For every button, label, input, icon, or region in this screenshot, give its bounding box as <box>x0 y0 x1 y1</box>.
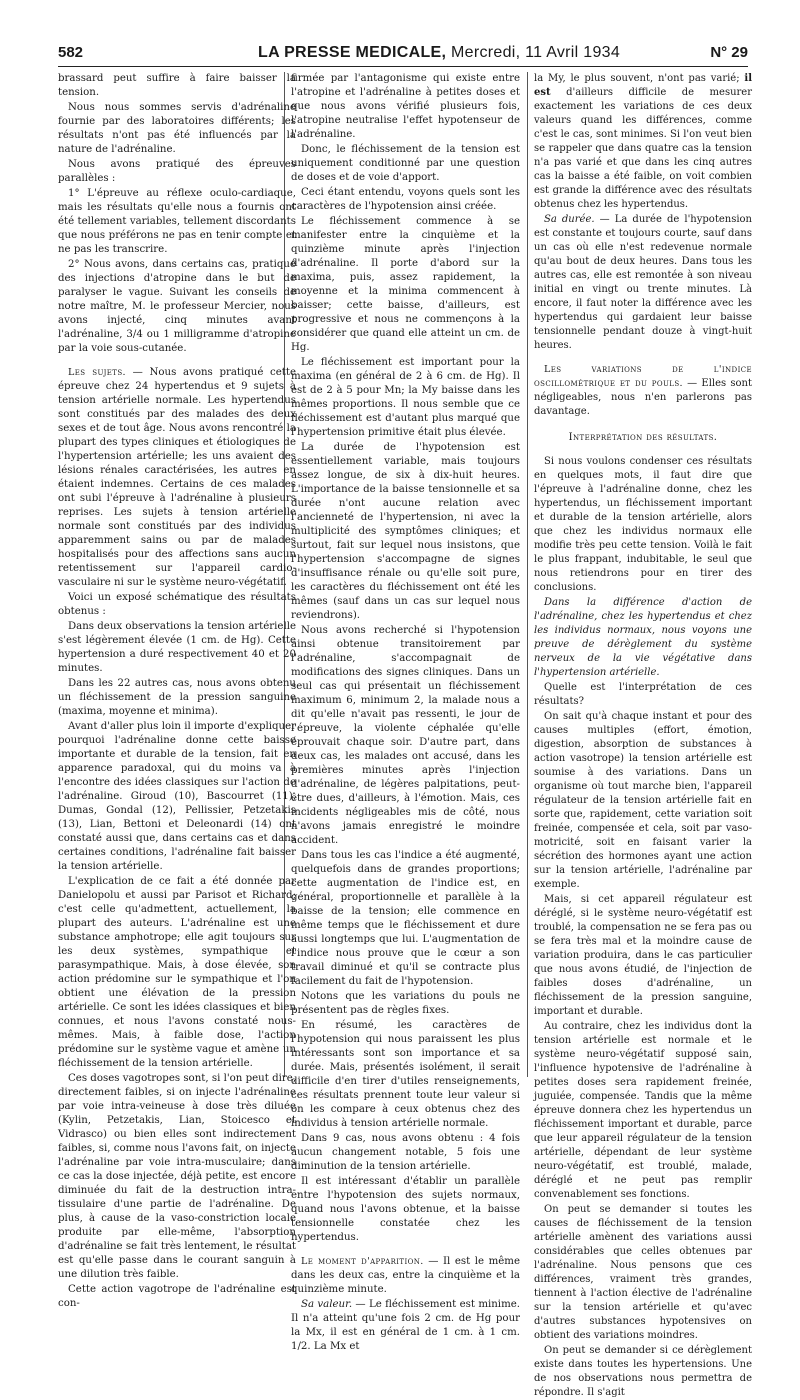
paragraph: Si nous voulons condenser ces résultats en quelques mots, il faut dire que l'épreuve à l'adrénaline donne, chez les hypertendus, un fléchissement important et durable de la tension artérielle, alors que chez les individus normaux elle modifie très peu cette tension. Voilà le fait le plus frappant, indubitable, le seul que nous retiendrons pour en tirer des conclusions. <box>534 456 752 593</box>
paragraph <box>291 1298 520 1354</box>
page-header <box>58 44 748 68</box>
paragraph-text: — Elles sont négligeables, nous n'en parlerons pas davantage. <box>534 378 752 417</box>
journal-title: LA PRESSE MEDICALE, <box>258 44 447 61</box>
subheading: Sa durée. <box>544 214 595 225</box>
paragraph-text: — La durée de l'hypotension est constante et toujours courte, sauf dans un cas où elle n'est redevenue normale qu'au bout de deux heures. Dans tous les autres cas, elle est remontée à son niveau initial en vingt ou trente minutes. Là encore, il faut noter la différence avec les hypertendus qui gardaient leur baisse tensionnelle pendant douze à vingt-huit heures. <box>534 214 752 351</box>
paragraph: Le fléchissement est important pour la maxima (en général de 2 à 6 cm. de Hg). Il est de 2 à 5 pour Mn; la My baisse dans les mêmes proportions. Il nous semble que ce fléchissement est d'autant plus marqué que l'hypertension primitive était plus élevée. <box>291 357 520 438</box>
column-1 <box>58 72 296 1309</box>
page-number: 582 <box>58 44 84 61</box>
issue-number: N° 29 <box>710 44 748 61</box>
paragraph: Notons que les variations du pouls ne présentent pas de règles fixes. <box>291 991 520 1016</box>
section-heading: Le moment d'apparition. <box>301 1256 424 1267</box>
paragraph: firmée par l'antagonisme qui existe entre l'atropine et l'adrénaline à petites doses et que nous avons vérifié plusieurs fois, l'atropine neutralise l'effet hypotenseur de l'adrénaline. <box>291 73 520 140</box>
paragraph: Le fléchissement commence à se manifester entre la cinquième et la quinzième minute après l'injection d'adrénaline. Il porte d'abord sur la maxima, puis, assez rapidement, la moyenne et la minima commencent à baisser; cette baisse, d'ailleurs, est progressive et nous ne commençons à la considérer que quand elle atteint un cm. de Hg. <box>291 216 520 353</box>
paragraph-text: la My, le plus souvent, n'ont pas varié; <box>534 73 745 84</box>
paragraph: Ceci étant entendu, voyons quels sont les caractères de l'hypotension ainsi créée. <box>291 187 520 212</box>
paragraph: L'explication de ce fait a été donnée par Danielopolu et aussi par Parisot et Richard; c'est celle qu'admettent, actuellement, la plupart des auteurs. L'adrénaline est une substance amphotrope; elle agit toujours sur les deux systèmes, sympathique et parasympathique. Mais, à dose élevée, son action prédomine sur le sympathique et l'on obtient une élévation de la pression artérielle. Ce sont les idées classiques et bien connues, et nous l'avons constaté nous-mêmes. Mais, à faible dose, l'action prédomine sur le système vague et amène un fléchissement de la tension artérielle. <box>58 876 296 1069</box>
paragraph: Dans la différence d'action de l'adrénaline, chez les hypertendus et chez les individus normaux, nous voyons une preuve de dérèglement du système nerveux de la vie végétative dans l'hypertension artérielle. <box>534 597 752 678</box>
column-2 <box>291 72 520 1352</box>
paragraph: Dans deux observations la tension artérielle s'est légèrement élevée (1 cm. de Hg). Cette hypertension a duré respectivement 40 et 20 minutes. <box>58 621 296 674</box>
paragraph: Voici un exposé schématique des résultats obtenus : <box>58 592 296 617</box>
paragraph: On sait qu'à chaque instant et pour des causes multiples (effort, émotion, digestion, absorption de substances à action vasotrope) la tension artérielle est soumise à des variations. Dans un organisme où tout marche bien, l'appareil régulateur de la tension artérielle fait en sorte que, rapidement, cette variation soit freinée, compensée et cela, soit par vaso-motricité, soit en faisant varier la sécrétion des hormones ayant une action sur la tension artérielle, l'adrénaline par exemple. <box>534 711 752 890</box>
column-divider <box>527 72 528 1077</box>
header-rule <box>58 66 748 67</box>
paragraph: Dans 9 cas, nous avons obtenu : 4 fois aucun changement notable, 5 fois une diminution de la tension artérielle. <box>291 1133 520 1172</box>
paragraph: La durée de l'hypotension est essentiellement variable, mais toujours assez longue, de six à dix-huit heures. L'importance de la baisse tensionnelle et sa durée n'ont aucune relation avec l'ancienneté de l'hypertension, ni avec la multiplicité des symptômes cliniques; et surtout, fait sur lequel nous insistons, que l'hypertension s'accompagne de signes d'insuffisance rénale ou qu'elle soit pure, les caractères du fléchissement ont été les mêmes (sauf dans un cas sur lequel nous reviendrons). <box>291 442 520 621</box>
subheading: Sa valeur. <box>301 1299 353 1310</box>
paragraph: On peut se demander si ce dérèglement existe dans toutes les hypertensions. Une de nos observations nous permettra de répondre. Il s'agit <box>534 1345 752 1398</box>
paragraph: Dans les 22 autres cas, nous avons obtenu un fléchissement de la pression sanguine (maxima, moyenne et minima). <box>58 678 296 717</box>
paragraph-text: — Le fléchissement est minime. Il n'a atteint qu'une fois 2 cm. de Hg pour la Mx, il est en général de 1 cm. à 1 cm. 1/2. La Mx et <box>291 1299 520 1352</box>
paragraph-text: — Il est le même dans les deux cas, entre la cinquième et la quinzième minute. <box>291 1256 520 1295</box>
paragraph-text: — Nous avons pratiqué cette épreuve chez 24 hypertendus et 9 sujets à tension artérielle normale. Les hypertendus sont constitués par des malades des deux sexes et de tout âge. Nous avons rencontré la plupart des types cliniques et étiologiques de l'hypertension artérielle; les uns avaient des lésions rénales caractérisées, les autres en étaient indemnes. Certains de ces malades ont subi l'épreuve à l'adrénaline à plusieurs reprises. Les sujets à tension artérielle normale sont constitués par des individus apparemment sains ou par de malades hospitalisés pour des affections sans aucun retentissement sur l'appareil cardio-vasculaire ni sur le système neuro-végétatif. <box>58 367 296 588</box>
paragraph <box>534 363 752 419</box>
section-title: Interprétation des résultats. <box>568 432 718 443</box>
column-3 <box>534 72 752 1398</box>
paragraph: On peut se demander si toutes les causes de fléchissement de la tension artérielle amènent des variations aussi considérables que celles obtenues par l'adrénaline. Nous pensons que ces différences, vraiment très grandes, tiennent à l'action élective de l'adrénaline sur la tension artérielle et qu'avec d'autres substances hypotensives on obtient des variations moindres. <box>534 1204 752 1341</box>
paragraph: Il est intéressant d'établir un parallèle entre l'hypotension des sujets normaux, quand nous l'avons obtenue, et la baisse tensionnelle constatée chez les hypertendus. <box>291 1176 520 1243</box>
section-heading: Les variations de l'indice oscillométrique et du pouls. <box>534 364 752 389</box>
paragraph: Donc, le fléchissement de la tension est uniquement conditionné par une question de doses et de voie d'apport. <box>291 144 520 183</box>
paragraph: Mais, si cet appareil régulateur est déréglé, si le système neuro-végétatif est troublé, la compensation ne se fera pas ou se fera très mal et la moindre cause de variation produira, dans le cas particulier que nous avons étudié, de l'injection de faibles doses d'adrénaline, un fléchissement de la pression sanguine, important et durable. <box>534 894 752 1017</box>
paragraph: 2° Nous avons, dans certains cas, pratiqué des injections d'atropine dans le but de paralyser le vague. Suivant les conseils de notre maître, M. le professeur Mercier, nous avons injecté, cinq minutes avant l'adrénaline, 3/4 ou 1 milligramme d'atropine par la voie sous-cutanée. <box>58 259 296 354</box>
paragraph: Quelle est l'interprétation de ces résultats? <box>534 682 752 707</box>
paragraph <box>534 213 752 353</box>
paragraph: Avant d'aller plus loin il importe d'expliquer pourquoi l'adrénaline donne cette baisse importante et durable de la tension, fait en apparence paradoxal, qui du moins va à l'encontre des idées classiques sur l'action de l'adrénaline. Giroud (10), Bascourret (11), Dumas, Gondal (12), Pellissier, Petzetakis (13), Lian, Bettoni et Deleonardi (14) ont constaté aussi que, dans certains cas et dans certaines conditions, l'adrénaline fait baisser la tension artérielle. <box>58 721 296 872</box>
paragraph <box>291 1255 520 1297</box>
paragraph: Nous nous sommes servis d'adrénaline fournie par des laboratoires différents; les résultats n'ont pas été influencés par la nature de l'adrénaline. <box>58 102 296 155</box>
section-heading: Les sujets. <box>68 367 126 378</box>
issue-date: Mercredi, 11 Avril 1934 <box>451 44 621 61</box>
paragraph <box>534 72 752 212</box>
paragraph: Cette action vagotrope de l'adrénaline est con- <box>58 1284 296 1309</box>
journal-header <box>258 44 620 62</box>
paragraph: Dans tous les cas l'indice a été augmenté, quelquefois dans de grandes proportions; cette augmentation de l'indice est, en général, proportionnelle et parallèle à la baisse de la tension; elle commence en même temps que le fléchissement et dure aussi longtemps que lui. L'augmentation de l'indice nous prouve que le cœur a son travail diminué et qu'il se contracte plus facilement du fait de l'hypotension. <box>291 850 520 987</box>
paragraph-text: d'ailleurs difficile de mesurer exactement les variations de ces deux valeurs quand les différences, comme c'est le cas, sont minimes. Si l'on veut bien se rappeler que dans quatre cas la tension n'a pas varié et que dans les cinq autres cas la baisse a été faible, on voit combien est grande la différence avec des résultats obtenus chez les hypertendus. <box>534 87 752 210</box>
paragraph: Ces doses vagotropes sont, si l'on peut dire, directement faibles, si on injecte l'adrénaline par voie intra-veineuse à dose très diluée (Kylin, Petzetakis, Lian, Stoicesco et Vidrasco) ou bien elles sont indirectement faibles, si, comme nous l'avons fait, on injecte l'adrénaline par voie intra-musculaire; dans ce cas la dose injectée, déjà petite, est encore diminuée du fait de la destruction intra-tissulaire d'une partie de l'adrénaline. De plus, à cause de la vaso-constriction locale produite par elle-même, l'absorption d'adrénaline se fait très lentement, le résultat est qu'elle passe dans le courant sanguin à une dilution très faible. <box>58 1073 296 1280</box>
paragraph: En résumé, les caractères de l'hypotension qui nous paraissent les plus intéressants sont son importance et sa durée. Mais, présentés isolément, il serait difficile d'en tirer d'utiles renseignements, ces résultats prennent toute leur valeur si on les compare à ceux obtenus chez des individus à tension artérielle normale. <box>291 1020 520 1129</box>
paragraph: brassard peut suffire à faire baisser la tension. <box>58 73 296 98</box>
paragraph: Au contraire, chez les individus dont la tension artérielle est normale et le système neuro-végétatif supposé sain, l'influence hypotensive de l'adrénaline à petites doses sera rapidement freinée, juguiée, compensée. Tandis que la même épreuve donnera chez les hypertendus un fléchissement important et durable, parce que leur appareil régulateur de la tension artérielle, dépendant de leur système neuro-végétatif, est troublé, malade, déréglé et ne peut pas remplir convenablement ses fonctions. <box>534 1021 752 1200</box>
paragraph: Nous avons pratiqué des épreuves parallèles : <box>58 159 296 184</box>
paragraph <box>58 366 296 590</box>
paragraph: 1° L'épreuve au réflexe oculo-cardiaque, mais les résultats qu'elle nous a fournis ont été tellement variables, tellement discordants que nous préférons ne pas en tenir compte et ne pas les transcrire. <box>58 188 296 255</box>
paragraph: Nous avons recherché si l'hypotension ainsi obtenue transitoirement par l'adrénaline, s'accompagnait de modifications des signes cliniques. Dans un seul cas qui présentait un fléchissement maximum 6, minimum 2, la malade nous a dit qu'elle n'avait pas ressenti, le jour de l'épreuve, la violente céphalée qu'elle éprouvait chaque soir. D'autre part, dans deux cas, les malades ont accusé, dans les premières minutes après l'injection d'adrénaline, de légères palpitations, peut-être dues, d'ailleurs, à l'émotion. Mais, ces incidents négligeables mis de côté, nous n'avons jamais enregistré le moindre accident. <box>291 625 520 846</box>
paragraph-text: il est <box>534 73 752 98</box>
